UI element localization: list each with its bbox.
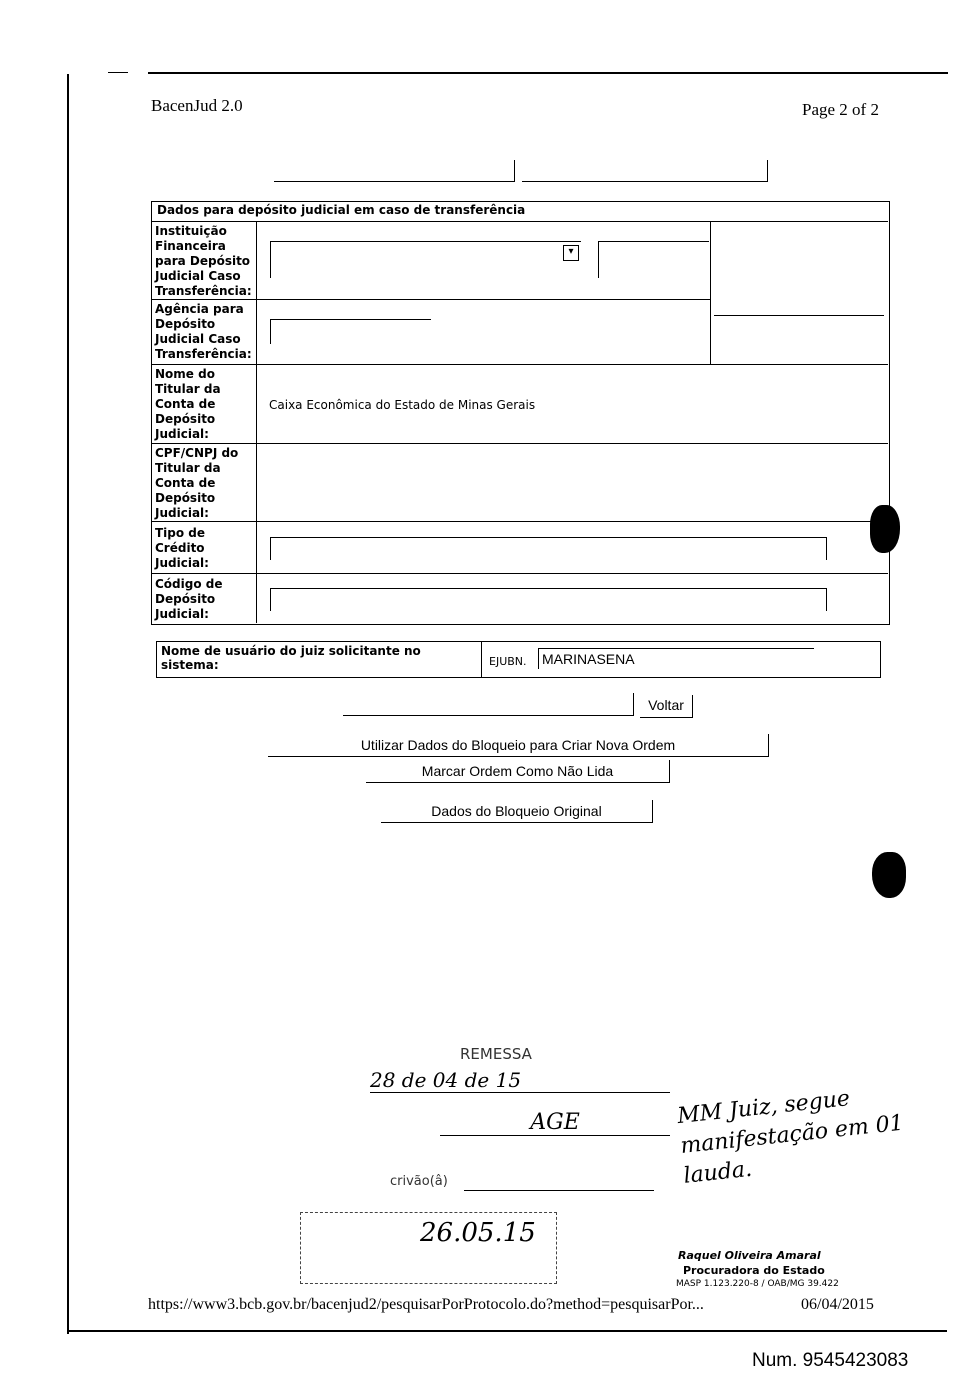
- stamp-remessa: REMESSA: [460, 1045, 532, 1063]
- signature-name: Raquel Oliveira Amaral: [678, 1249, 821, 1262]
- stamp-date2: 26.05.15: [420, 1218, 536, 1248]
- label-cpf-cnpj: CPF/CNPJ do Titular da Conta de Depósito Judicial:: [155, 446, 239, 520]
- voltar-button[interactable]: Voltar: [640, 695, 693, 718]
- binding-hole: [870, 505, 900, 553]
- judge-username-input[interactable]: MARINASENA: [538, 648, 814, 669]
- binding-hole-2: [872, 852, 906, 898]
- deposit-section-title: Dados para depósito judicial em caso de transferência: [157, 203, 526, 217]
- row-divider-5: [151, 573, 888, 574]
- top-rule-short: [108, 72, 128, 73]
- document-number: Num. 9545423083: [752, 1350, 909, 1371]
- label-instituicao: Instituição Financeira para Depósito Judicial Caso Transferência:: [155, 224, 252, 298]
- stamp-receiver: AGE: [440, 1110, 670, 1136]
- judge-prefix: EJUBN.: [489, 655, 527, 668]
- left-margin-line: [67, 74, 69, 1334]
- top-rule: [148, 72, 948, 74]
- chevron-down-icon[interactable]: ▾: [563, 245, 579, 261]
- mark-unread-button[interactable]: Marcar Ordem Como Não Lida: [366, 760, 670, 783]
- label-nome-titular: Nome do Titular da Conta de Depósito Judicial:: [155, 367, 221, 441]
- escrivao-line: [464, 1190, 654, 1191]
- faded-button[interactable]: [343, 715, 633, 716]
- judge-divider: [481, 641, 482, 677]
- agencia-input[interactable]: [270, 319, 431, 344]
- codigo-deposito-select[interactable]: [270, 588, 827, 611]
- label-tipo-credito: Tipo de Crédito Judicial:: [155, 526, 209, 570]
- row-divider-1: [151, 299, 710, 300]
- app-title: BacenJud 2.0: [151, 96, 243, 115]
- right-box-field: [714, 315, 884, 316]
- row-divider-3: [151, 443, 888, 444]
- faded-field-2-edge: [767, 160, 768, 182]
- judge-label: Nome de usuário do juiz solicitante no sistema:: [161, 644, 421, 672]
- faded-button-edge: [633, 693, 634, 716]
- handwritten-note: MM Juiz, segue manifestação em 01 lauda.: [676, 1086, 905, 1189]
- label-column-divider: [256, 221, 257, 623]
- tipo-credito-select[interactable]: [270, 537, 827, 560]
- instituicao-select[interactable]: [270, 241, 581, 278]
- signature-role: Procuradora do Estado: [683, 1264, 825, 1277]
- label-agencia: Agência para Depósito Judicial Caso Transferência:: [155, 302, 252, 361]
- faded-field-1-edge: [514, 160, 515, 182]
- faded-field-1: [274, 181, 514, 182]
- instituicao-code-input[interactable]: [598, 241, 709, 278]
- stamp-escrivao: crivão(â): [390, 1174, 448, 1189]
- label-codigo-deposito: Código de Depósito Judicial:: [155, 577, 223, 621]
- footer-date: 06/04/2015: [801, 1296, 874, 1313]
- row-divider-title: [151, 221, 888, 222]
- new-order-button[interactable]: Utilizar Dados do Bloqueio para Criar Nova Ordem: [268, 734, 769, 757]
- row-divider-2: [151, 364, 888, 365]
- row-divider-4: [151, 521, 888, 522]
- right-box-edge: [710, 221, 711, 364]
- nome-titular-value: Caixa Econômica do Estado de Minas Gerais: [269, 398, 536, 412]
- footer-url: https://www3.bcb.gov.br/bacenjud2/pesquisarPorProtocolo.do?method=pesquisarPor...: [148, 1296, 704, 1313]
- original-block-button[interactable]: Dados do Bloqueio Original: [381, 800, 653, 823]
- stamp-date-line: 28 de 04 de 15: [370, 1068, 670, 1093]
- bottom-rule: [67, 1330, 947, 1332]
- faded-field-2: [522, 181, 767, 182]
- page-number: Page 2 of 2: [802, 100, 879, 119]
- signature-id: MASP 1.123.220-8 / OAB/MG 39.422: [676, 1279, 839, 1289]
